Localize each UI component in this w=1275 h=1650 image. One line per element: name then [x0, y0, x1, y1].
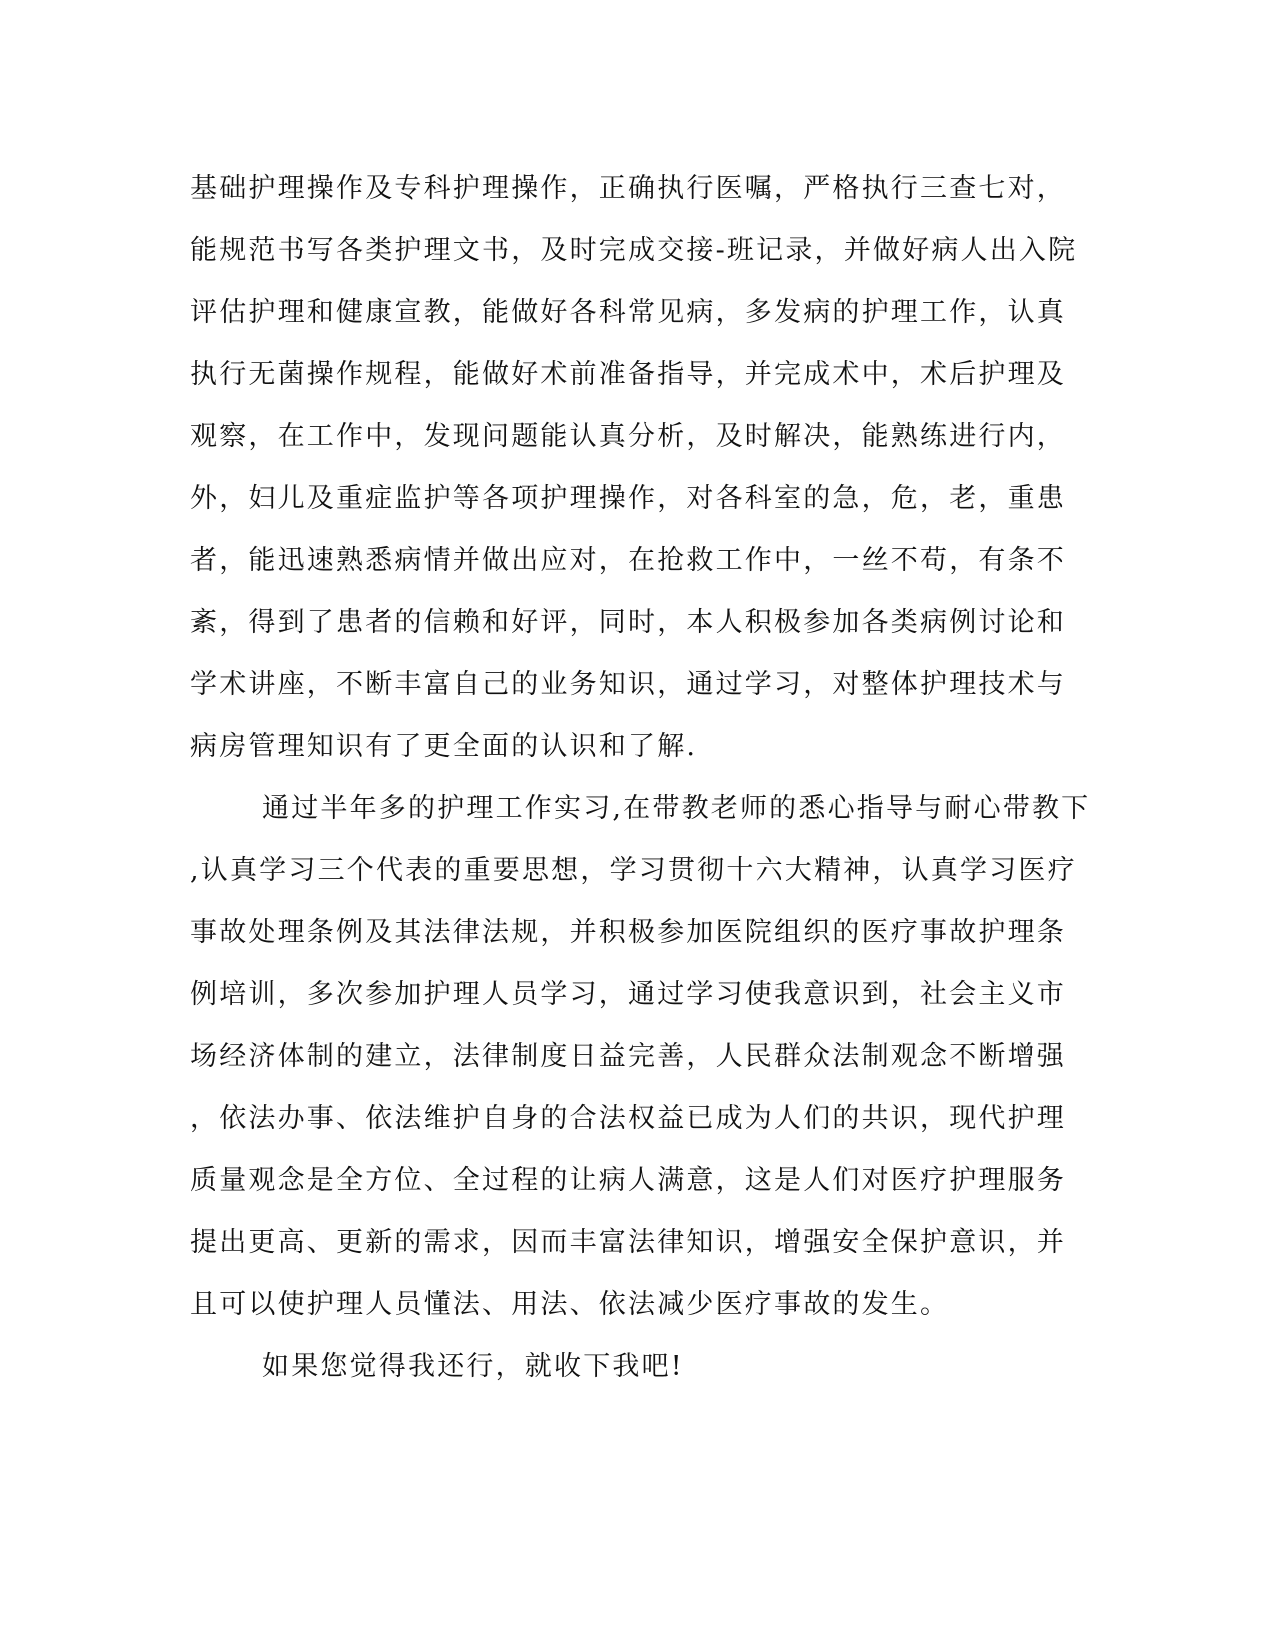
paragraph-start-line: 通过半年多的护理工作实习,在带教老师的悉心指导与耐心带教下 [262, 793, 1091, 824]
text-line: 能规范书写各类护理文书，及时完成交接-班记录，并做好病人出入院 [190, 235, 1078, 266]
text-line: 评估护理和健康宣教，能做好各科常见病，多发病的护理工作，认真 [190, 297, 1066, 328]
text-line: 且可以使护理人员懂法、用法、依法减少医疗事故的发生。 [190, 1289, 950, 1320]
document-body [190, 158, 1090, 1398]
text-line: 学术讲座，不断丰富自己的业务知识，通过学习，对整体护理技术与 [190, 669, 1066, 700]
text-line: 病房管理知识有了更全面的认识和了解. [190, 731, 698, 762]
text-line: 场经济体制的建立，法律制度日益完善，人民群众法制观念不断增强 [190, 1041, 1066, 1072]
text-line: 提出更高、更新的需求，因而丰富法律知识，增强安全保护意识，并 [190, 1227, 1066, 1258]
text-line: 执行无菌操作规程，能做好术前准备指导，并完成术中，术后护理及 [190, 359, 1066, 390]
text-line: 例培训，多次参加护理人员学习，通过学习使我意识到，社会主义市 [190, 979, 1066, 1010]
text-line: 基础护理操作及专科护理操作，正确执行医嘱，严格执行三查七对， [190, 173, 1066, 204]
text-line: ，依法办事、依法维护自身的合法权益已成为人们的共识，现代护理 [190, 1103, 1066, 1134]
closing-line: 如果您觉得我还行，就收下我吧! [262, 1351, 684, 1382]
text-line: ,认真学习三个代表的重要思想，学习贯彻十六大精神，认真学习医疗 [190, 855, 1077, 886]
text-line: 者，能迅速熟悉病情并做出应对，在抢救工作中，一丝不苟，有条不 [190, 545, 1066, 576]
text-line: 质量观念是全方位、全过程的让病人满意，这是人们对医疗护理服务 [190, 1165, 1066, 1196]
text-line: 外，妇儿及重症监护等各项护理操作，对各科室的急，危，老，重患 [190, 483, 1066, 514]
text-line: 事故处理条例及其法律法规，并积极参加医院组织的医疗事故护理条 [190, 917, 1066, 948]
text-line: 紊，得到了患者的信赖和好评，同时，本人积极参加各类病例讨论和 [190, 607, 1066, 638]
text-line: 观察，在工作中，发现问题能认真分析，及时解决，能熟练进行内， [190, 421, 1066, 452]
